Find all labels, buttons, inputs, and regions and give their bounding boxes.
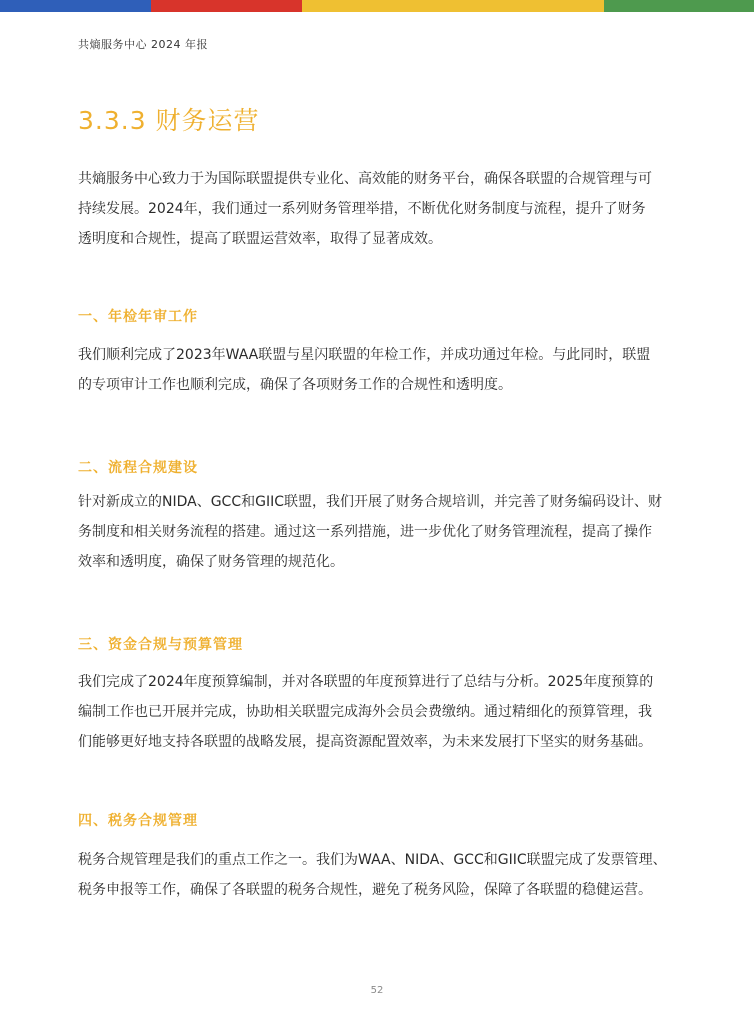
paragraph-line: 税务申报等工作，确保了各联盟的税务合规性，避免了税务风险，保障了各联盟的稳健运营。 bbox=[78, 882, 652, 898]
page-number: 52 bbox=[370, 985, 384, 996]
paragraph-line: 务制度和相关财务流程的搭建。通过这一系列措施，进一步优化了财务管理流程，提高了操作 bbox=[78, 524, 652, 540]
running-header: 共熵服务中心 2024 年报 bbox=[78, 38, 208, 51]
top-color-bar bbox=[0, 0, 754, 12]
paragraph-line: 的专项审计工作也顺利完成，确保了各项财务工作的合规性和透明度。 bbox=[78, 377, 512, 393]
subsection-heading-annual-review: 一、年检年审工作 bbox=[78, 309, 198, 325]
subsection-heading-tax-compliance: 四、税务合规管理 bbox=[78, 813, 198, 829]
paragraph-line: 针对新成立的NIDA、GCC和GIIC联盟，我们开展了财务合规培训，并完善了财务编码设计、财 bbox=[78, 494, 662, 510]
subsection-paragraph-budget-management bbox=[78, 667, 678, 757]
top-bar-yellow-segment bbox=[302, 0, 604, 12]
paragraph-line: 税务合规管理是我们的重点工作之一。我们为WAA、NIDA、GCC和GIIC联盟完成了发票管理、 bbox=[78, 852, 667, 868]
intro-line: 共熵服务中心致力于为国际联盟提供专业化、高效能的财务平台，确保各联盟的合规管理与可 bbox=[78, 171, 652, 187]
paragraph-line: 们能够更好地支持各联盟的战略发展，提高资源配置效率，为未来发展打下坚实的财务基础。 bbox=[78, 734, 652, 750]
intro-line: 透明度和合规性，提高了联盟运营效率，取得了显著成效。 bbox=[78, 231, 442, 247]
intro-line: 持续发展。2024年，我们通过一系列财务管理举措，不断优化财务制度与流程，提升了财务 bbox=[78, 201, 646, 217]
top-bar-blue-segment bbox=[0, 0, 151, 12]
subsection-paragraph-process-compliance bbox=[78, 487, 678, 577]
section-title: 3.3.3 财务运营 bbox=[78, 106, 260, 135]
intro-paragraph bbox=[78, 164, 678, 254]
paragraph-line: 效率和透明度，确保了财务管理的规范化。 bbox=[78, 554, 344, 570]
subsection-paragraph-annual-review bbox=[78, 340, 678, 400]
paragraph-line: 编制工作也已开展并完成，协助相关联盟完成海外会员会费缴纳。通过精细化的预算管理，我 bbox=[78, 704, 652, 720]
top-bar-green-segment bbox=[604, 0, 754, 12]
paragraph-line: 我们完成了2024年度预算编制，并对各联盟的年度预算进行了总结与分析。2025年度预算的 bbox=[78, 674, 654, 690]
top-bar-red-segment bbox=[151, 0, 302, 12]
subsection-paragraph-tax-compliance bbox=[78, 845, 678, 905]
subsection-heading-budget-management: 三、资金合规与预算管理 bbox=[78, 637, 243, 653]
paragraph-line: 我们顺利完成了2023年WAA联盟与星闪联盟的年检工作，并成功通过年检。与此同时，联盟 bbox=[78, 347, 651, 363]
subsection-heading-process-compliance: 二、流程合规建设 bbox=[78, 460, 198, 476]
